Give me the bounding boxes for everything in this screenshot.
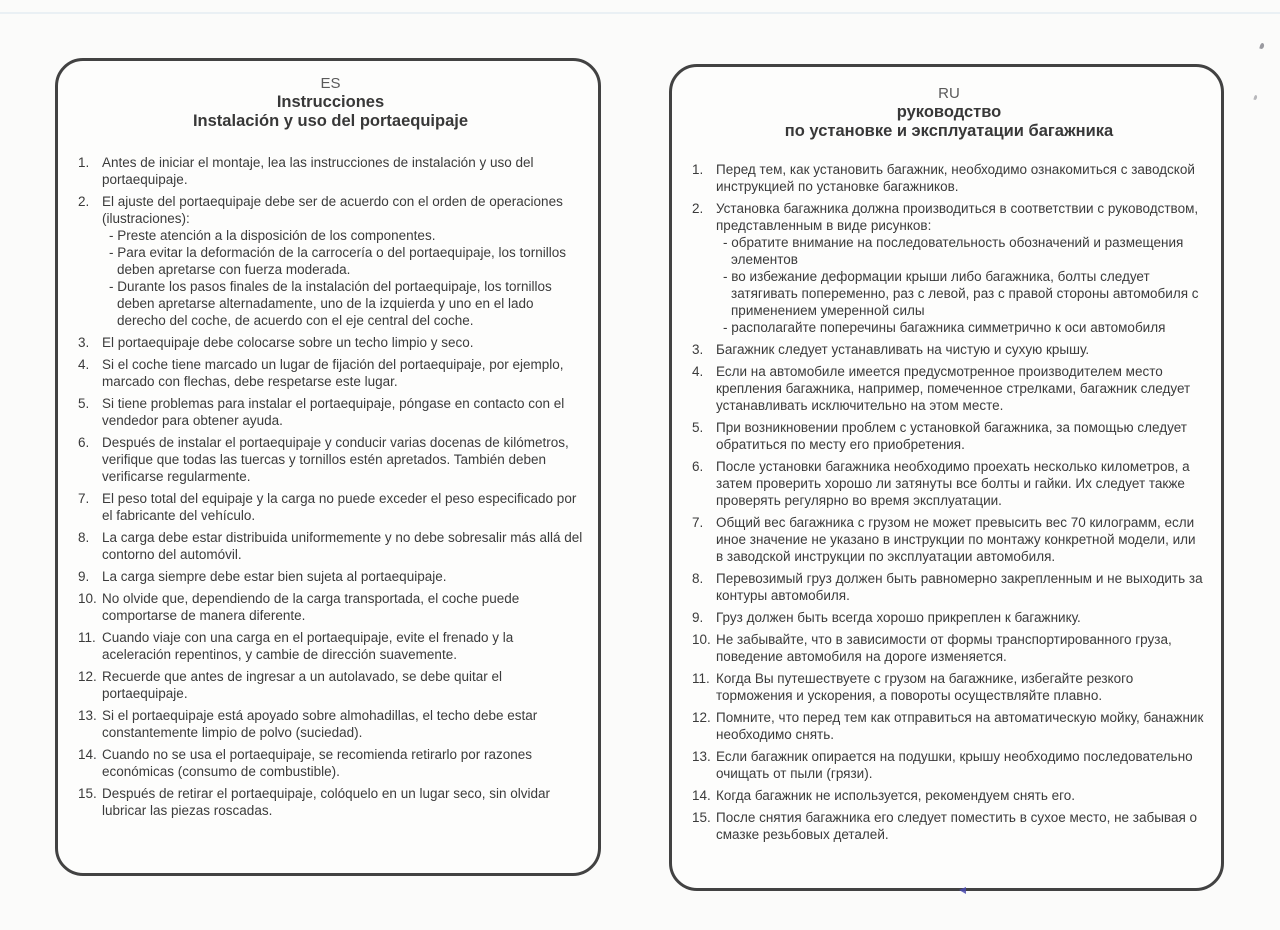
item-text: El ajuste del portaequipaje debe ser de acuerdo con el orden de operaciones (ilustraciones): - Preste atención a la disposición de los componentes. - Para evitar la deformación de la carrocería o del portaequipaje, los tornillos deben apretarse con fuerza moderada. - Durante los pasos finales de la instalación del portaequipaje, los tornillos deben apretarse alternadamente, uno de la izquierda y uno en el lado derecho del coche, de acuerdo con el eje central del coche. [102,193,583,329]
instruction-item [78,395,583,429]
item-text: После установки багажника необходимо проехать несколько километров, а затем проверить хорошо ли затянуты все болты и гайки. Их следует также проверять регулярно во время эксплуатации. [716,459,1190,508]
instruction-list-ru [692,161,1206,843]
instruction-item [78,154,583,188]
scan-speck [1259,43,1264,50]
item-number: 9. [692,610,704,625]
sub-item: - Para evitar la deformación de la carrocería o del portaequipaje, los tornillos deben apretarse con fuerza moderada. [109,245,566,277]
item-text: La carga debe estar distribuida uniformemente y no debe sobresalir más allá del contorno del automóvil. [102,530,583,562]
instruction-item [692,609,1206,626]
item-number: 15. [78,786,97,801]
instructions-panel-es [55,58,601,876]
item-number: 14. [692,788,711,803]
item-number: 10. [692,632,711,647]
item-text: Если багажник опирается на подушки, крышу необходимо последовательно очищать от пыли (грязи). [716,749,1193,781]
instruction-item [692,200,1206,336]
instruction-item [692,709,1206,743]
language-code-es: ES [320,75,341,92]
pen-mark-artifact [959,887,966,894]
item-number: 14. [78,747,97,762]
instruction-item [692,458,1206,509]
sub-item: - обратите внимание на последовательность обозначений и размещения элементов [723,235,1184,267]
sub-item: - Durante los pasos finales de la instalación del portaequipaje, los tornillos deben apretarse alternadamente, uno de la izquierda y uno en el lado derecho del coche, de acuerdo con el eje central del coche. [109,279,552,328]
item-text: Не забывайте, что в зависимости от формы транспортированного груза, поведение автомобиля на дороге изменяется. [716,632,1172,664]
item-text: Груз должен быть всегда хорошо прикреплен к багажнику. [716,610,1081,625]
instruction-item [78,568,583,585]
item-text: Когда багажник не используется, рекомендуем снять его. [716,788,1076,803]
item-number: 8. [78,530,90,545]
item-text: При возникновении проблем с установкой багажника, за помощью следует обратиться по месту его приобретения. [716,420,1187,452]
instruction-item [78,785,583,819]
panel-title-es-line2: Instalación y uso del portaequipaje [192,112,469,130]
item-number: 8. [692,571,704,586]
scan-edge-artifact [0,12,1280,14]
item-number: 5. [78,396,90,411]
sub-item: - Preste atención a la disposición de los componentes. [109,228,436,243]
item-number: 11. [78,630,96,645]
item-number: 4. [78,357,90,372]
item-number: 4. [692,364,704,379]
item-number: 3. [692,342,704,357]
instruction-item [78,746,583,780]
item-text: Перевозимый груз должен быть равномерно закрепленным и не выходить за контуры автомобиля. [716,571,1203,603]
instruction-item [692,341,1206,358]
sub-item: - располагайте поперечины багажника симметрично к оси автомобиля [723,320,1166,335]
instruction-item [692,748,1206,782]
item-number: 6. [692,459,704,474]
instruction-item [692,809,1206,843]
item-number: 2. [78,194,90,209]
instruction-item [78,590,583,624]
sub-item: - во избежание деформации крыши либо багажника, болты следует затягивать попеременно, раз с левой, раз с правой стороны автомобиля с применением умеренной силы [723,269,1199,318]
item-number: 15. [692,810,711,825]
item-text: Перед тем, как установить багажник, необходимо ознакомиться с заводской инструкцией по установке багажников. [716,162,1195,194]
item-number: 10. [78,591,97,606]
item-text: Багажник следует устанавливать на чистую и сухую крышу. [716,342,1090,357]
item-text: La carga siempre debe estar bien sujeta al portaequipaje. [102,569,447,584]
item-text: Если на автомобиле имеется предусмотренное производителем место крепления багажника, например, помеченное стрелками, багажник следует устанавливать исключительно на этом месте. [716,364,1191,413]
instruction-item [78,629,583,663]
item-number: 7. [78,491,90,506]
item-number: 12. [692,710,711,725]
instruction-item [692,787,1206,804]
instruction-item [78,356,583,390]
instruction-item [692,161,1206,195]
instruction-item [692,570,1206,604]
item-text: Когда Вы путешествуете с грузом на багажнике, избегайте резкого торможения и ускорения, а повороты осуществляйте плавно. [716,671,1134,703]
instruction-item [692,419,1206,453]
item-text: Antes de iniciar el montaje, lea las instrucciones de instalación y uso del portaequipaje. [102,155,534,187]
item-number: 2. [692,201,704,216]
item-number: 9. [78,569,90,584]
item-number: 3. [78,335,90,350]
panel-title-ru-line2: по установке и эксплуатации багажника [784,122,1114,140]
language-code-ru: RU [938,85,960,102]
instruction-item [78,529,583,563]
item-number: 12. [78,669,97,684]
item-text: Recuerde que antes de ingresar a un autolavado, se debe quitar el portaequipaje. [102,669,503,701]
item-number: 6. [78,435,90,450]
instruction-item [78,707,583,741]
item-number: 1. [78,155,90,170]
instruction-item [78,193,583,329]
panel-title-es-line1: Instrucciones [276,93,385,111]
item-text: Cuando no se usa el portaequipaje, se recomienda retirarlo por razones económicas (consumo de combustible). [102,747,533,779]
item-text: Установка багажника должна производиться в соответствии с руководством, представленным в виде рисунков: - обратите внимание на последовательность обозначений и размещения элементов - во избежание деформации крыши либо багажника, болты следует затягивать попеременно, раз с левой, раз с правой стороны автомобиля с применением умеренной силы - располагайте поперечины багажника симметрично к оси автомобиля [716,200,1206,336]
item-text: No olvide que, dependiendo de la carga transportada, el coche puede comportarse de manera diferente. [102,591,520,623]
instruction-item [78,668,583,702]
item-text: Después de instalar el portaequipaje y conducir varias docenas de kilómetros, verifique que todas las tuercas y tornillos estén apretados. También deben verificarse regularmente. [102,435,569,484]
item-text: Después de retirar el portaequipaje, colóquelo en un lugar seco, sin olvidar lubricar las piezas roscadas. [102,786,551,818]
item-text: Si el portaequipaje está apoyado sobre almohadillas, el techo debe estar constantemente limpio de polvo (suciedad). [102,708,538,740]
item-text: Si tiene problemas para instalar el portaequipaje, póngase en contacto con el vendedor para obtener ayuda. [102,396,565,428]
instructions-panel-ru [669,64,1224,891]
item-number: 13. [692,749,711,764]
instruction-item [78,434,583,485]
instruction-item [692,670,1206,704]
instruction-list-es [78,154,583,819]
panel-title-ru-line1: руководство [896,103,1002,121]
item-text: Cuando viaje con una carga en el portaequipaje, evite el frenado y la aceleración repentinos, y cambie de dirección suavemente. [102,630,514,662]
item-text: Si el coche tiene marcado un lugar de fijación del portaequipaje, por ejemplo, marcado con flechas, debe respetarse este lugar. [102,357,564,389]
instruction-item [78,334,583,351]
instruction-item [78,490,583,524]
item-number: 7. [692,515,704,530]
item-text: El peso total del equipaje y la carga no puede exceder el peso especificado por el fabricante del vehículo. [102,491,577,523]
scan-speck [1253,95,1257,101]
item-text: El portaequipaje debe colocarse sobre un techo limpio y seco. [102,335,474,350]
instruction-item [692,514,1206,565]
item-number: 5. [692,420,704,435]
item-text: Помните, что перед тем как отправиться на автоматическую мойку, банажник необходимо снять. [716,710,1204,742]
item-number: 1. [692,162,704,177]
instruction-item [692,631,1206,665]
instruction-item [692,363,1206,414]
item-text: Общий вес багажника с грузом не может превысить вес 70 килограмм, если иное значение не указано в инструкции по монтажу конкретной модели, или в заводской инструкции по эксплуатации автомобиля. [716,515,1196,564]
item-text: После снятия багажника его следует поместить в сухое место, не забывая о смазке резьбовых деталей. [716,810,1198,842]
item-number: 11. [692,671,710,686]
item-number: 13. [78,708,97,723]
